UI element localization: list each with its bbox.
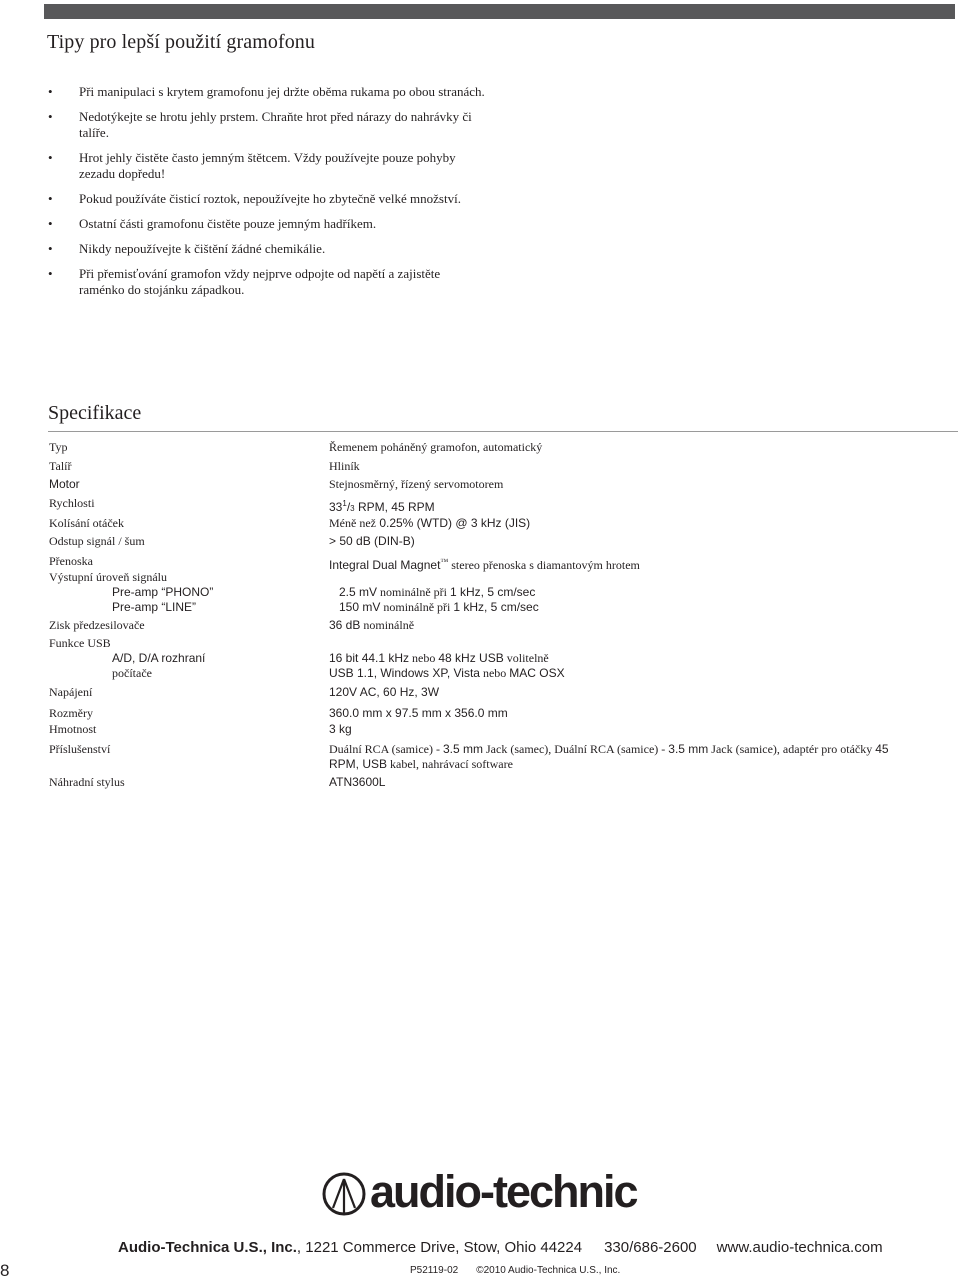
spec-label: Hmotnost (49, 722, 97, 736)
header-bar (44, 4, 955, 19)
spec-label (49, 636, 319, 681)
audio-technica-emblem-icon (322, 1172, 366, 1216)
spec-value: $33^1/3$ RPM, 45 RPM (329, 499, 435, 514)
tips-list (48, 84, 488, 307)
spec-value-phono (329, 585, 959, 600)
spec-label: Zisk předzesilovače (49, 618, 145, 632)
spec-value-part: 2.5 mV (339, 585, 378, 599)
spec-value: > 50 dB (DIN-B) (329, 534, 415, 548)
spec-value: 3 kg (329, 722, 352, 736)
spec-value-part: nominálně při (380, 600, 454, 614)
spec-value-part: MAC OSX (509, 666, 565, 680)
spec-label: Talíř (49, 459, 72, 473)
spec-value (329, 585, 959, 615)
company-phone: 330/686-2600 (604, 1239, 697, 1256)
spec-value-part: Duální RCA (samice) - (329, 742, 443, 756)
tip-item: • Hrot jehly čistěte často jemným štětcem. Vždy používejte pouze pohyby zezadu dopředu! (48, 150, 488, 182)
spec-value-part: nebo (409, 651, 439, 665)
spec-value (329, 516, 959, 531)
spec-value-part: 45 (875, 742, 889, 756)
spec-value: 360.0 mm x 97.5 mm x 356.0 mm (329, 706, 508, 720)
tip-item: • Ostatní části gramofonu čistěte pouze jemným hadříkem. (48, 216, 488, 232)
tips-heading: Tipy pro lepší použití gramofonu (47, 31, 316, 53)
spec-sublabel-line: Pre-amp “LINE” (112, 600, 197, 614)
tip-item: • Při přemisťování gramofon vždy nejprve odpojte od napětí a zajistěte raménko do stojánku západkou. (48, 266, 488, 298)
spec-value-part: RPM, USB (329, 757, 388, 771)
document-code: P52119-02 (410, 1265, 459, 1276)
spec-value-part: 3.5 mm (442, 742, 483, 756)
company-website: www.audio-technica.com (716, 1239, 883, 1256)
spec-value: ATN3600L (329, 775, 386, 789)
spec-label: Přenoska (49, 554, 93, 568)
spec-label: Motor (49, 477, 80, 491)
spec-value-line (329, 600, 959, 615)
spec-value-part: nominálně při (377, 585, 450, 599)
spec-value-part: Integral Dual Magnet (329, 558, 441, 572)
spec-value (329, 742, 959, 772)
specs-heading: Specifikace (48, 402, 142, 424)
spec-value-part: 36 dB (329, 618, 361, 632)
spec-value (329, 651, 959, 681)
fraction-denominator: 3 (350, 504, 355, 513)
spec-value: 120V AC, 60 Hz, 3W (329, 685, 440, 699)
spec-value: Hliník (329, 459, 360, 473)
spec-label: Typ (49, 440, 68, 454)
spec-value-part: 1 kHz, 5 cm/sec (453, 600, 539, 614)
audio-technica-logo (322, 1166, 692, 1218)
tip-item: • Nedotýkejte se hrotu jehly prstem. Chraňte hrot před nárazy do nahrávky či talíře. (48, 109, 488, 141)
spec-label: Odstup signál / šum (49, 534, 145, 548)
spec-value (329, 618, 959, 633)
footer-contact (118, 1239, 928, 1256)
spec-value (329, 554, 959, 573)
spec-value-part: 0.25% (WTD) @ 3 kHz (JIS) (375, 516, 531, 530)
spec-value-part: Jack (samice), adaptér pro otáčky (708, 742, 876, 756)
trademark-symbol: ™ (440, 557, 449, 566)
spec-value-part: 16 bit 44.1 kHz (329, 651, 410, 665)
spec-sublabel: A/D, D/A rozhraní (112, 651, 206, 665)
speed-33: 33 (329, 500, 343, 514)
company-name: Audio-Technica U.S., Inc. (118, 1239, 297, 1256)
company-address: , 1221 Commerce Drive, Stow, Ohio 44224 (296, 1239, 583, 1256)
spec-sublabel-phono: Pre-amp “PHONO” (112, 585, 214, 599)
copyright: ©2010 Audio-Technica U.S., Inc. (476, 1265, 621, 1276)
page-number: 8 (0, 1261, 10, 1280)
tip-item: • Nikdy nepoužívejte k čištění žádné chemikálie. (48, 241, 488, 257)
spec-value-part: kabel, nahrávací software (387, 757, 513, 771)
spec-value-part: Jack (samec), Duální RCA (samice) - (483, 742, 669, 756)
spec-value-part: stereo přenoska s diamantovým hrotem (448, 558, 640, 572)
spec-value-part: volitelně (503, 651, 549, 665)
spec-label: Rychlosti (49, 496, 95, 510)
spec-label: Rozměry (49, 706, 93, 720)
spec-label (49, 570, 319, 615)
spec-label: Náhradní stylus (49, 775, 125, 789)
spec-value-part: USB 1.1, Windows XP, Vista (329, 666, 480, 680)
speed-rest: RPM, 45 RPM (354, 500, 435, 514)
spec-value-part: 150 mV (339, 600, 381, 614)
spec-value-line1 (329, 651, 959, 666)
spec-value-line2 (329, 666, 959, 681)
tip-item: • Při manipulaci s krytem gramofonu jej držte oběma rukama po obou stranách. (48, 84, 488, 100)
spec-value-part: Méně než (329, 516, 376, 530)
fraction-numerator: 1 (342, 499, 347, 508)
spec-label-main: Výstupní úroveň signálu (49, 570, 167, 584)
logo-wordmark: audio-technic (370, 1166, 637, 1217)
spec-value-part: nebo (479, 666, 510, 680)
spec-label: Napájení (49, 685, 93, 699)
spec-value-part: 3.5 mm (668, 742, 709, 756)
spec-label-main: Funkce USB (49, 636, 111, 650)
spec-value-part: 48 kHz USB (438, 651, 504, 665)
spec-value-part: nominálně (360, 618, 415, 632)
specs-divider (48, 431, 958, 432)
tip-item: • Pokud používáte čisticí roztok, nepoužívejte ho zbytečně velké množství. (48, 191, 488, 207)
spec-value: Řemenem poháněný gramofon, automatický (329, 440, 543, 454)
footer-meta (410, 1265, 620, 1276)
spec-value-part: 1 kHz, 5 cm/sec (450, 585, 536, 599)
spec-label: Příslušenství (49, 742, 111, 756)
spec-label: Kolísání otáček (49, 516, 124, 530)
spec-value: Stejnosměrný, řízený servomotorem (329, 477, 504, 491)
spec-sublabel: počítače (112, 666, 152, 680)
